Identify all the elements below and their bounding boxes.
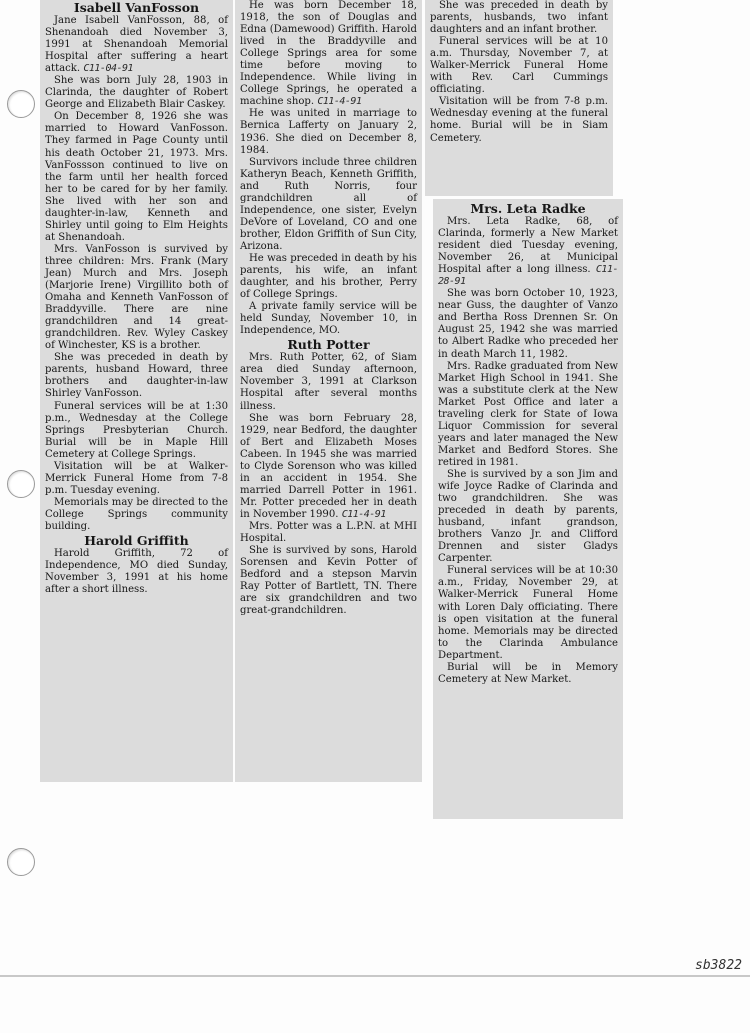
potter-para: Mrs. Ruth Potter, 62, of Siam area died Sunday afternoon, November 3, 1991 at Clarkson Hospital after several months illness. [240,352,417,412]
griffith-para: He was united in marriage to Bernica Lafferty on January 2, 1936. She died on December 8, 1984. [240,108,417,156]
potter-heading: Ruth Potter [287,337,370,353]
handwritten-date-note: C11-28-91 [438,264,618,288]
vanfosson-para: She was preceded in death by parents, husband Howard, three brothers and daughter-in-law Shirley VanFosson. [45,352,228,400]
vanfosson-heading: Isabell VanFosson [73,0,200,15]
clipping-column-3-top [425,0,613,196]
potter-para: Funeral services will be at 10 a.m. Thursday, November 7, at Walker-Merrick Funeral Home with Rev. Carl Cummings officiating. [430,36,608,96]
radke-para: Burial will be in Memory Cemetery at New Market. [438,661,618,685]
clipping-column-3-radke [433,199,623,819]
vanfosson-para: Visitation will be at Walker-Merrick Funeral Home from 7-8 p.m. Tuesday evening. [45,460,228,496]
radke-para: Mrs. Radke graduated from New Market High School in 1941. She was a substitute clerk at the New Market Post Office and later a traveling clerk for State of Iowa Liquor Commission for several years and later managed the New Market and Bedford Stores. She retired in 1981. [438,360,618,468]
vanfosson-para: Funeral services will be at 1:30 p.m., Wednesday at the College Springs Presbyterian Church. Burial will be in Maple Hill Cemetery at College Springs. [45,400,228,460]
radke-heading: Mrs. Leta Radke [470,201,586,216]
page-bottom-edge [0,975,750,977]
potter-para: Mrs. Potter was a L.P.N. at MHI Hospital. [240,520,417,545]
punch-hole [7,848,35,876]
griffith-para: He was preceded in death by his parents, his wife, an infant daughter, and his brother, Perry of College Springs. [240,252,417,301]
punch-hole [7,90,35,118]
radke-para: Mrs. Leta Radke, 68, of Clarinda, formerly a New Market resident died Tuesday evening, November 26, at Municipal Hospital after a long illness. [438,216,618,276]
potter-para: She was preceded in death by parents, husbands, two infant daughters and an infant brother. [430,0,608,36]
handwritten-date-note: C11-4-91 [317,96,362,108]
vanfosson-para: Mrs. VanFosson is survived by three children: Mrs. Frank (Mary Jean) Murch and Mrs. Joseph (Marjorie Irene) Virgillito both of Omaha and Kenneth VanFosson of Braddyville. There are nine grandchildren and 14 great-grandchildren. Rev. Wyley Caskey of Winchester, KS is a brother. [45,243,228,352]
handwritten-reference-number: sb3822 [695,958,742,973]
vanfosson-para: Jane Isabell VanFosson, 88, of Shenandoah died November 3, 1991 at Shenandoah Memorial Hospital after suffering a heart attack. [45,15,228,75]
punch-hole [7,470,35,498]
griffith-para: Harold Griffith, 72 of Independence, MO died Sunday, November 3, 1991 at his home after a short illness. [45,548,228,596]
clipping-column-1 [40,0,233,782]
vanfosson-para: Memorials may be directed to the College Springs community building. [45,496,228,532]
potter-para: She is survived by sons, Harold Sorensen and Kevin Potter of Bedford and a stepson Marvin Ray Potter of Bartlett, TN. There are six grandchildren and two great-grandchildren. [240,545,417,617]
handwritten-date-note: C11-4-91 [341,508,386,520]
vanfosson-para: On December 8, 1926 she was married to Howard VanFosson. They farmed in Page County until his death October 21, 1973. Mrs. VanFossson continued to live on the farm until her health forced her to be cared for by her family. She lived with her son and daughter-in-law, Kenneth and Shirley until going to Elm Heights at Shenandoah. [45,111,228,243]
griffith-para: He was born December 18, 1918, the son of Douglas and Edna (Damewood) Griffith. Harold lived in the Braddyville and College Springs area for some time before moving to Independence. While living in College Springs, he operated a machine shop. [240,0,417,108]
vanfosson-para: She was born July 28, 1903 in Clarinda, the daughter of Robert George and Elizabeth Blair Caskey. [45,75,228,111]
griffith-para: A private family service will be held Sunday, November 10, in Independence, MO. [240,301,417,337]
potter-para: Visitation will be from 7-8 p.m. Wednesday evening at the funeral home. Burial will be in Siam Cemetery. [430,96,608,144]
griffith-heading: Harold Griffith [84,533,189,549]
radke-para: She is survived by a son Jim and wife Joyce Radke of Clarinda and two grandchildren. She was preceded in death by parents, husband, infant grandson, brothers Vanzo Jr. and Clifford Drennen and sister Gladys Carpenter. [438,468,618,565]
clipping-column-2 [235,0,422,782]
radke-para: She was born October 10, 1923, near Guss, the daughter of Vanzo and Bertha Ross Drennen Sr. On August 25, 1942 she was married to Albert Radke who preceded her in death March 11, 1982. [438,288,618,360]
griffith-para: Survivors include three children Katheryn Beach, Kenneth Griffith, and Ruth Norris, four grandchildren all of Independence, one sister, Evelyn DeVore of Loveland, CO and one brother, Eldon Griffith of Sun City, Arizona. [240,156,417,252]
potter-para: She was born February 28, 1929, near Bedford, the daughter of Bert and Elizabeth Moses Cabeen. In 1945 she was married to Clyde Sorenson who was killed in an accident in 1954. She married Darrell Potter in 1961. Mr. Potter preceded her in death in November 1990. [240,412,417,520]
radke-para: Funeral services will be at 10:30 a.m., Friday, November 29, at Walker-Merrick Funeral Home with Loren Daly officiating. There is open visitation at the funeral home. Memorials may be directed to the Clarinda Ambulance Department. [438,565,618,661]
handwritten-date-note: C11-04-91 [83,63,134,75]
